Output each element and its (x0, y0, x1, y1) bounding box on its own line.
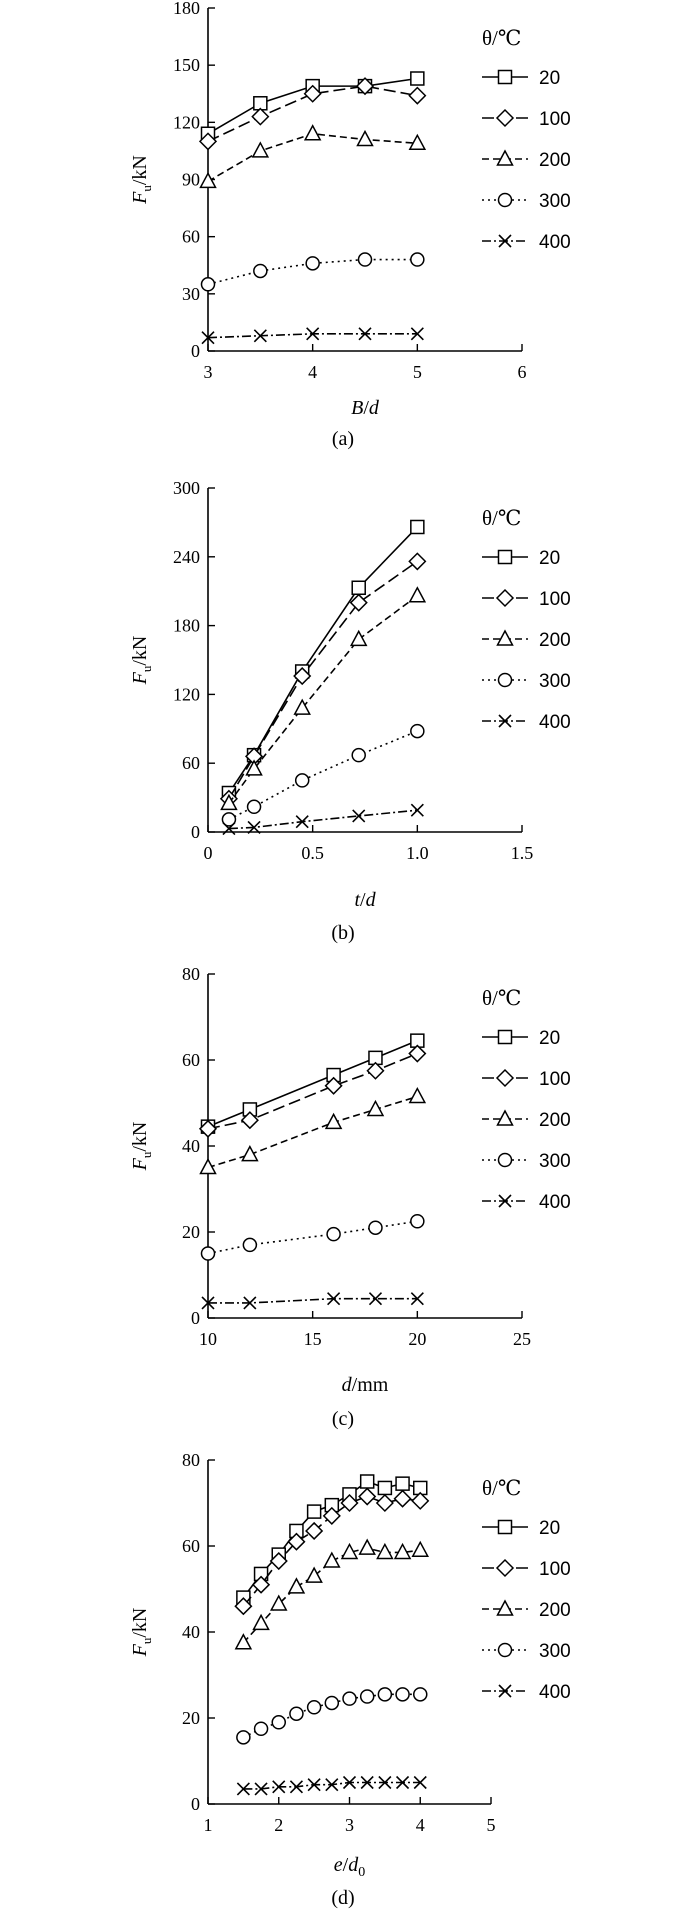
y-axis-label (129, 1608, 154, 1658)
x-axis-label-tail: d (368, 397, 379, 419)
data-point-300 (414, 1688, 427, 1701)
legend (482, 506, 571, 733)
data-point-300 (308, 1701, 321, 1714)
x-axis-label-sub: 0 (358, 1865, 366, 1880)
data-point-100 (359, 1489, 375, 1505)
data-point-20 (411, 520, 424, 533)
series-20 (202, 1034, 424, 1133)
x-axis-label-main: d (341, 1374, 352, 1396)
y-tick-label: 240 (173, 546, 200, 567)
legend-label-100: 100 (539, 1069, 571, 1090)
data-point-200 (358, 131, 373, 145)
y-tick-label: 40 (182, 1136, 200, 1156)
data-point-100 (377, 1495, 393, 1511)
legend-marker-300 (499, 194, 512, 207)
data-point-300 (369, 1221, 382, 1234)
legend-label-20: 20 (539, 1028, 561, 1049)
series-200 (236, 1540, 428, 1649)
series-200 (221, 588, 424, 810)
data-point-200 (305, 126, 320, 140)
data-point-300 (411, 253, 424, 266)
legend-label-200: 200 (539, 630, 571, 651)
legend-marker-20 (499, 551, 512, 564)
y-tick-label: 90 (182, 169, 200, 190)
legend-label-20: 20 (539, 1518, 561, 1539)
series-200 (201, 1089, 425, 1174)
x-axis-label (342, 1374, 389, 1396)
legend-label-300: 300 (539, 671, 571, 692)
legend-marker-200 (498, 631, 513, 645)
legend-label-100: 100 (539, 1559, 571, 1580)
legend-label-200: 200 (539, 1110, 571, 1131)
data-point-200 (236, 1635, 251, 1649)
x-tick-label: 15 (303, 1329, 322, 1349)
y-axis-label-unit: /kN (129, 1121, 151, 1152)
x-axis-label-main: t (354, 889, 360, 911)
data-point-300 (237, 1731, 250, 1744)
y-tick-label: 0 (191, 341, 200, 361)
panel-caption: (a) (331, 428, 355, 450)
y-tick-label: 150 (173, 55, 200, 76)
y-axis-label-sub: u (139, 665, 154, 673)
y-axis-label (129, 636, 154, 686)
legend (482, 986, 571, 1213)
data-point-200 (351, 631, 366, 645)
legend-marker-200 (498, 1601, 513, 1615)
data-point-300 (343, 1692, 356, 1705)
legend-title: θ/℃ (482, 26, 522, 50)
series-line-400 (208, 1299, 417, 1303)
panel-caption: (c) (331, 1408, 355, 1430)
data-point-300 (243, 1238, 256, 1251)
x-axis-label-main: B (351, 397, 364, 419)
y-tick-label: 80 (182, 1450, 200, 1470)
legend-label-400: 400 (539, 232, 571, 253)
y-axis-label-unit: /kN (129, 635, 151, 666)
data-point-300 (306, 257, 319, 270)
y-tick-label: 180 (173, 0, 200, 18)
x-tick-label: 3 (203, 362, 213, 382)
series-300 (202, 1215, 424, 1260)
legend-label-300: 300 (539, 191, 571, 212)
legend-marker-100 (497, 590, 513, 606)
data-point-200 (289, 1579, 304, 1593)
y-axis-label-main: F (129, 1158, 151, 1171)
series-300 (202, 253, 424, 291)
data-point-20 (352, 581, 365, 594)
legend-label-100: 100 (539, 109, 571, 130)
y-axis-label (129, 1122, 154, 1172)
data-point-200 (324, 1553, 339, 1567)
data-point-300 (272, 1716, 285, 1729)
data-point-200 (242, 1147, 257, 1161)
series-line-300 (208, 1221, 417, 1253)
legend-title: θ/℃ (482, 986, 522, 1010)
legend-label-300: 300 (539, 1641, 571, 1662)
series-line-100 (208, 1054, 417, 1129)
data-point-20 (396, 1477, 409, 1490)
data-point-300 (202, 278, 215, 291)
y-tick-label: 60 (182, 753, 200, 774)
series-line-200 (208, 1097, 417, 1168)
legend-marker-300 (499, 1154, 512, 1167)
legend-label-400: 400 (539, 712, 571, 733)
series-line-100 (229, 561, 417, 798)
series-line-200 (208, 134, 417, 182)
x-axis-label-main: e (333, 1854, 343, 1876)
data-point-300 (396, 1688, 409, 1701)
y-tick-label: 0 (191, 1308, 200, 1328)
series-100 (200, 1046, 425, 1137)
data-point-100 (412, 1493, 428, 1509)
x-tick-label: 3 (345, 1815, 354, 1835)
x-tick-label: 5 (412, 362, 422, 382)
data-point-100 (367, 1063, 383, 1079)
series-200 (201, 126, 425, 188)
x-tick-label: 25 (513, 1329, 531, 1349)
data-point-100 (409, 553, 425, 569)
legend-marker-20 (499, 1521, 512, 1534)
y-tick-label: 180 (173, 615, 200, 636)
y-axis-label (129, 155, 154, 205)
data-point-300 (255, 1722, 268, 1735)
series-400 (202, 1293, 423, 1309)
y-tick-label: 60 (182, 1536, 200, 1556)
y-tick-label: 60 (182, 1050, 200, 1070)
y-axis-label-main: F (129, 1644, 151, 1657)
y-tick-label: 40 (182, 1622, 200, 1642)
y-tick-label: 300 (173, 478, 200, 498)
data-point-20 (361, 1475, 374, 1488)
data-point-200 (360, 1540, 375, 1554)
x-axis-label-sep: / (360, 889, 366, 911)
x-tick-label: 1.0 (406, 843, 429, 863)
x-axis-label-sep: / (363, 397, 369, 419)
x-tick-label: 20 (408, 1329, 427, 1349)
x-tick-label: 4 (308, 362, 318, 382)
data-point-200 (295, 700, 310, 714)
data-point-100 (395, 1491, 411, 1507)
x-tick-label: 1 (203, 1815, 213, 1835)
series-400 (237, 1777, 426, 1795)
data-point-200 (413, 1542, 428, 1556)
x-tick-label: 0 (203, 843, 213, 863)
y-tick-label: 0 (191, 1794, 200, 1814)
data-point-300 (411, 725, 424, 738)
data-point-300 (378, 1688, 391, 1701)
legend-label-20: 20 (539, 548, 561, 569)
y-tick-label: 60 (182, 226, 200, 247)
x-tick-label: 6 (517, 362, 527, 382)
data-point-300 (248, 800, 261, 813)
legend-marker-20 (499, 71, 512, 84)
series-line-20 (208, 1041, 417, 1127)
y-axis-label-sub: u (139, 1637, 154, 1645)
x-tick-label: 5 (486, 1815, 496, 1835)
legend-marker-100 (497, 1560, 513, 1576)
y-axis-label-unit: /kN (129, 1607, 151, 1638)
data-point-100 (409, 88, 425, 104)
y-axis-label-main: F (129, 191, 151, 204)
data-point-300 (202, 1247, 215, 1260)
x-axis-label (334, 1854, 365, 1880)
y-tick-label: 0 (191, 822, 200, 842)
y-tick-label: 20 (182, 1222, 200, 1242)
legend-label-100: 100 (539, 589, 571, 610)
y-tick-label: 80 (182, 964, 200, 984)
chart-panel-b (129, 478, 571, 944)
chart-panel-a (129, 0, 571, 450)
x-axis-label-tail: d (365, 889, 376, 911)
y-axis-label-unit: /kN (129, 155, 151, 186)
x-axis-label-sep: / (342, 1854, 349, 1876)
panel-caption: (d) (331, 1887, 355, 1909)
data-point-200 (410, 1089, 425, 1103)
data-point-300 (290, 1707, 303, 1720)
legend-label-200: 200 (539, 150, 571, 171)
y-tick-label: 120 (173, 684, 200, 705)
data-point-20 (411, 72, 424, 85)
x-tick-label: 1.5 (510, 843, 534, 863)
legend-label-400: 400 (539, 1682, 571, 1703)
data-point-200 (201, 173, 216, 187)
legend-label-300: 300 (539, 1151, 571, 1172)
legend-label-20: 20 (539, 68, 561, 89)
data-point-300 (296, 774, 309, 787)
data-point-200 (307, 1568, 322, 1582)
data-point-300 (327, 1228, 340, 1241)
data-point-300 (254, 264, 267, 277)
data-point-300 (325, 1696, 338, 1709)
y-axis-label-main: F (129, 672, 151, 685)
data-point-20 (378, 1481, 391, 1494)
data-point-300 (352, 749, 365, 762)
legend-marker-200 (498, 151, 513, 165)
legend-marker-100 (497, 1070, 513, 1086)
legend-marker-200 (498, 1111, 513, 1125)
data-point-20 (308, 1505, 321, 1518)
chart-panel-d (129, 1450, 571, 1909)
data-point-100 (409, 1046, 425, 1062)
x-tick-label: 2 (274, 1815, 284, 1835)
legend-title: θ/℃ (482, 1476, 522, 1500)
series-400 (202, 328, 423, 344)
legend (482, 26, 571, 253)
data-point-200 (253, 143, 268, 157)
y-axis-label-sub: u (139, 185, 154, 192)
y-tick-label: 30 (182, 283, 200, 304)
legend-marker-300 (499, 674, 512, 687)
legend (482, 1476, 571, 1703)
data-point-300 (411, 1215, 424, 1228)
data-point-100 (252, 109, 268, 125)
x-axis-label (354, 889, 376, 911)
x-axis-label-tail: /mm (351, 1374, 389, 1396)
chart-panel-c (129, 964, 571, 1430)
x-tick-label: 4 (415, 1815, 425, 1835)
x-tick-label: 0.5 (301, 843, 324, 863)
data-point-200 (410, 588, 425, 602)
x-axis-label-tail: d (348, 1854, 359, 1876)
legend-marker-100 (497, 110, 513, 126)
legend-label-200: 200 (539, 1600, 571, 1621)
legend-marker-300 (499, 1644, 512, 1657)
x-tick-label: 10 (199, 1329, 217, 1349)
data-point-300 (361, 1690, 374, 1703)
data-point-300 (359, 253, 372, 266)
x-axis-label (351, 397, 380, 419)
y-tick-label: 20 (182, 1708, 200, 1728)
y-axis-label-sub: u (139, 1151, 154, 1159)
y-tick-label: 120 (173, 112, 200, 133)
data-point-400 (411, 804, 423, 816)
legend-marker-20 (499, 1031, 512, 1044)
legend-title: θ/℃ (482, 506, 522, 530)
legend-label-400: 400 (539, 1192, 571, 1213)
panel-caption: (b) (331, 922, 355, 944)
series-300 (237, 1688, 427, 1744)
